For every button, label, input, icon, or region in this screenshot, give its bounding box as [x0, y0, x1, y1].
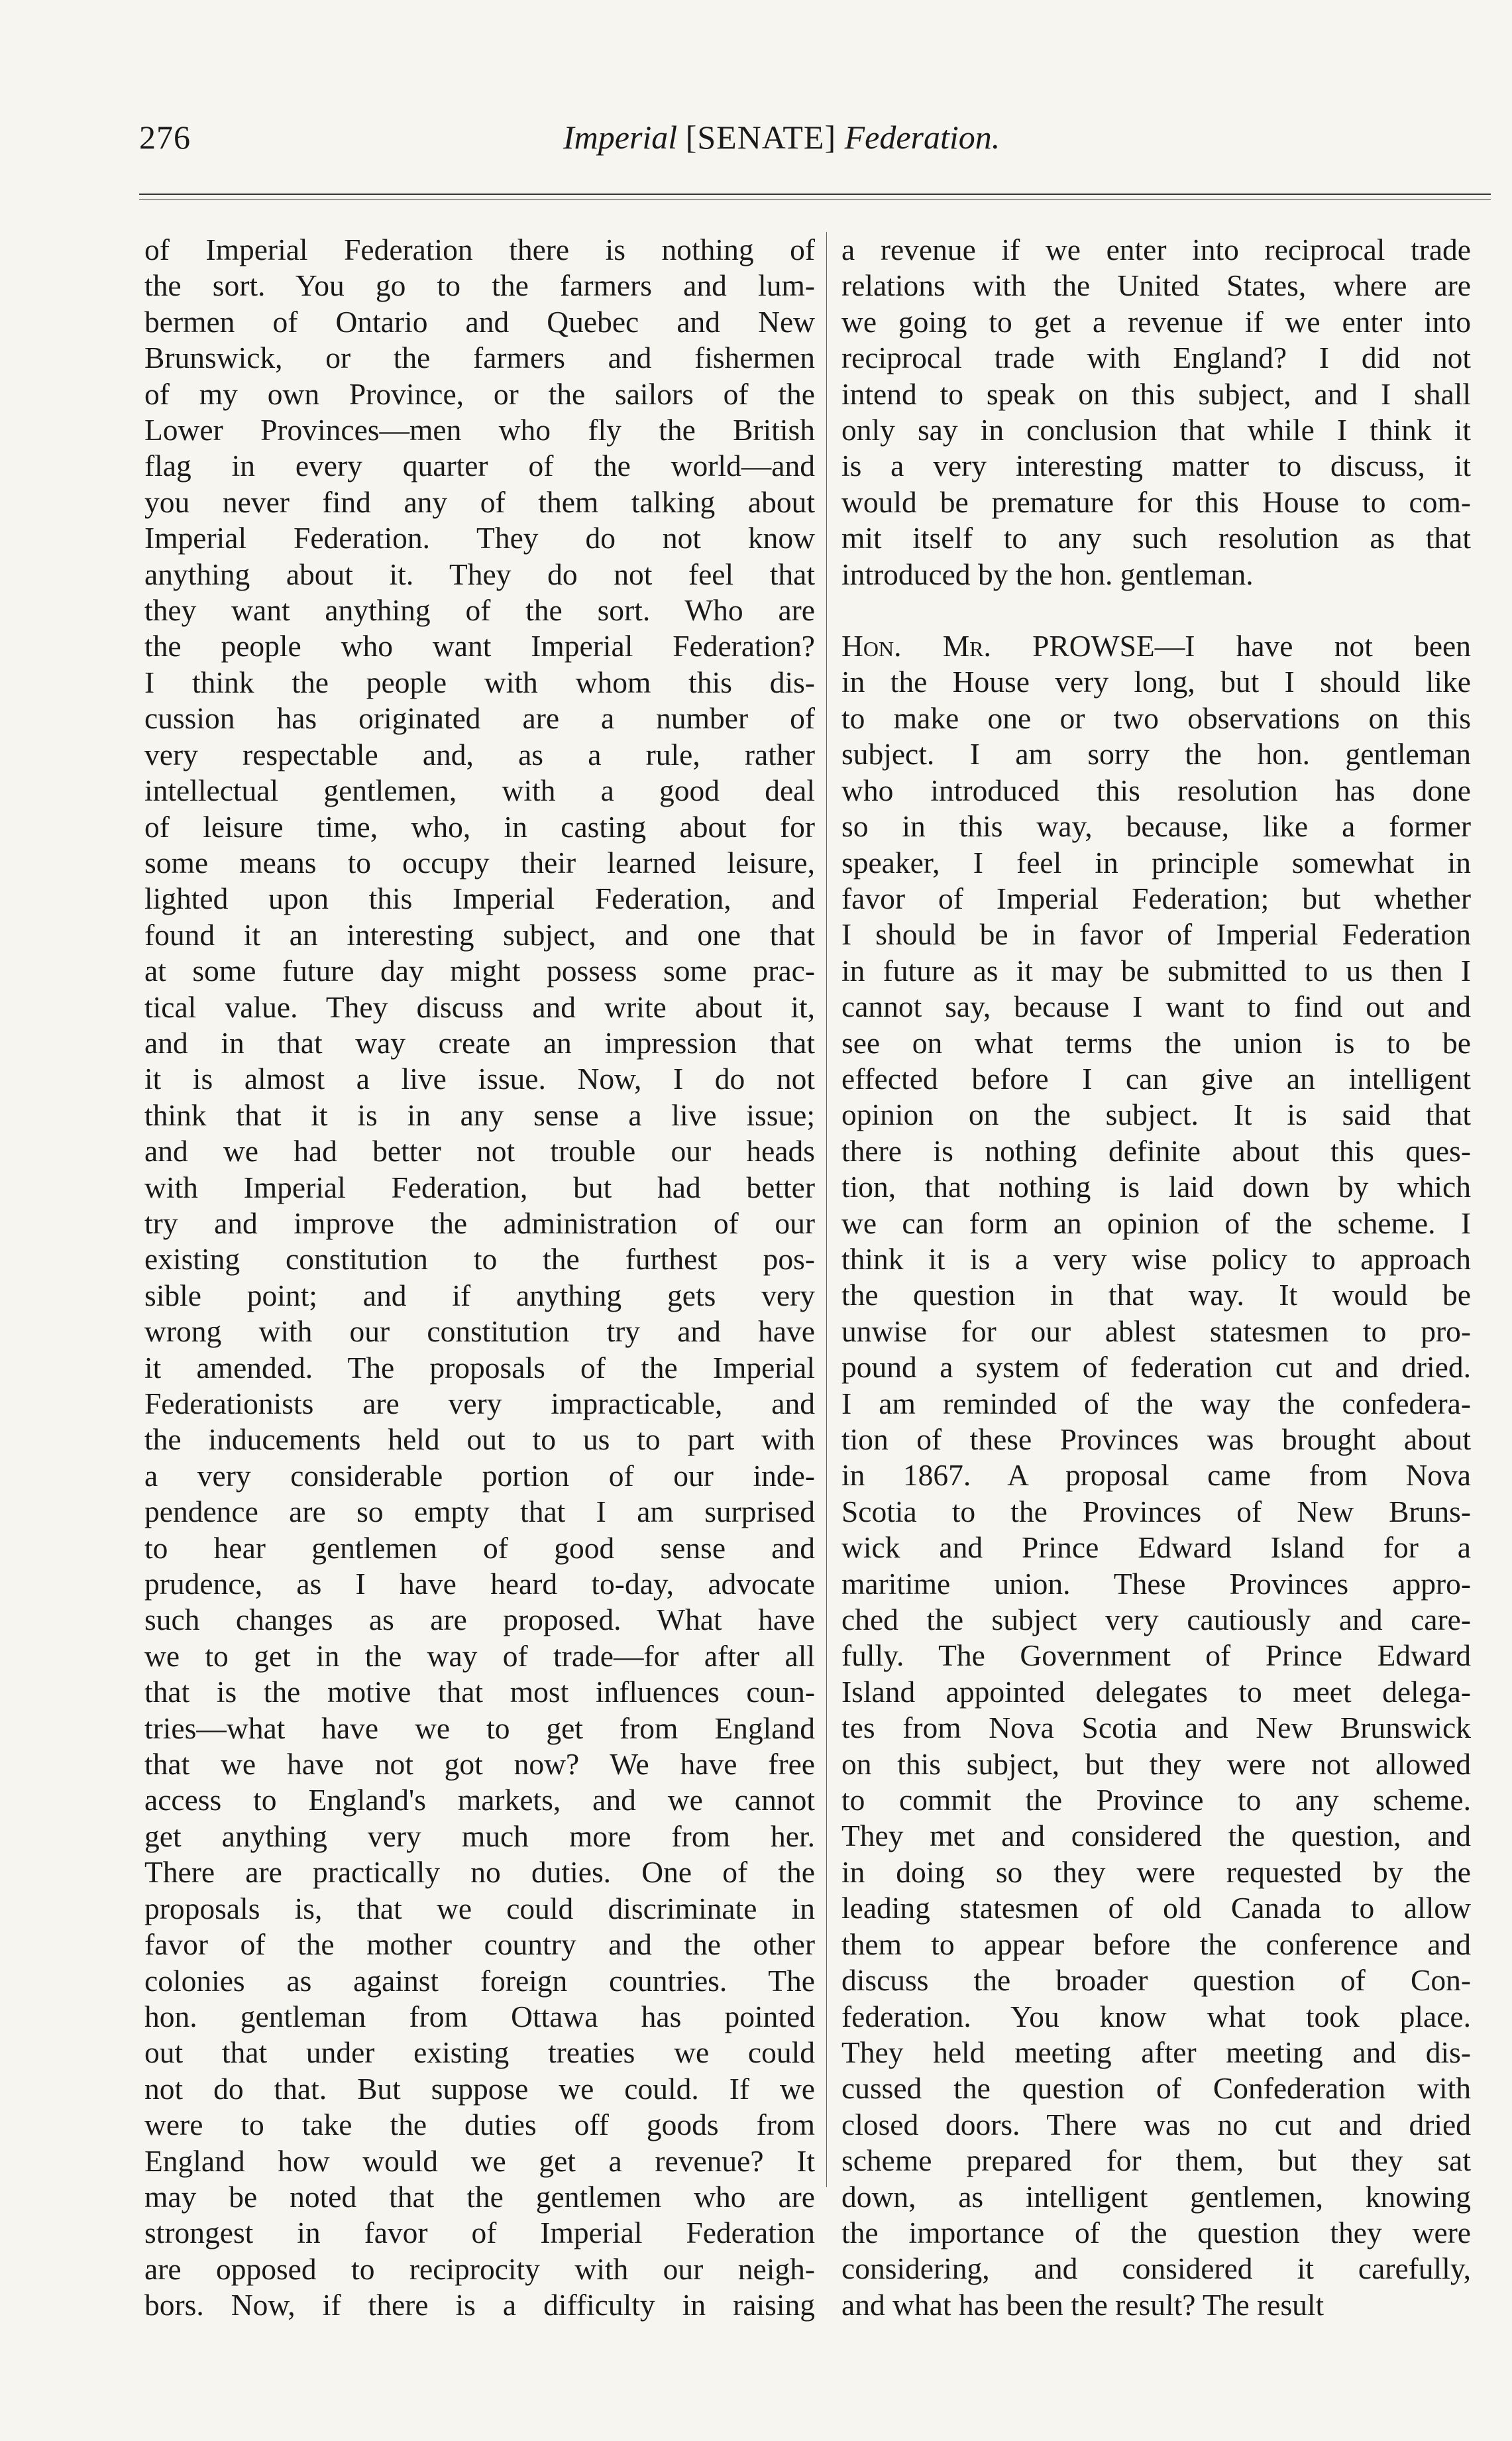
text-line: pendence are so empty that I am surprised: [144, 1495, 815, 1529]
text-line: and what has been the result? The result: [841, 2287, 1324, 2322]
text-line: try and improve the administration of our: [144, 1206, 815, 1240]
text-line: there is nothing definite about this ques-: [841, 1133, 1471, 1168]
text-line: it amended. The proposals of the Imperial: [144, 1350, 815, 1385]
text-line: a revenue if we enter into reciprocal trade: [841, 233, 1471, 266]
text-line: of Imperial Federation there is nothing of: [144, 233, 815, 266]
text-line: in the House very long, but I should like: [841, 665, 1471, 699]
text-line: maritime union. These Provinces appro-: [841, 1566, 1471, 1601]
text-line: introduced by the hon. gentleman.: [841, 557, 1254, 591]
right-column: [841, 232, 1471, 2323]
text-line: is a very interesting matter to discuss, it: [841, 449, 1471, 483]
text-line: to commit the Province to any scheme.: [841, 1783, 1471, 1817]
text-line: the question in that way. It would be: [841, 1278, 1471, 1312]
text-line: relations with the United States, where are: [841, 268, 1471, 303]
text-line: get anything very much more from her.: [144, 1819, 815, 1853]
text-line: to make one or two observations on this: [841, 701, 1471, 735]
text-line: wrong with our constitution try and have: [144, 1314, 815, 1349]
text-line: intend to speak on this subject, and I shall: [841, 376, 1471, 411]
text-line: intellectual gentlemen, with a good deal: [144, 773, 815, 808]
text-line: the inducements held out to us to part with: [144, 1422, 815, 1457]
text-line: considering, and considered it carefully,: [841, 2251, 1471, 2286]
text-line: only say in conclusion that while I think it: [841, 413, 1471, 447]
left-column: [144, 232, 815, 2324]
text-line: think that it is in any sense a live issue;: [144, 1098, 815, 1132]
text-line: closed doors. There was no cut and dried: [841, 2107, 1471, 2141]
text-line: out that under existing treaties we could: [144, 2035, 815, 2070]
text-line: I think the people with whom this dis-: [144, 665, 815, 699]
text-line: speaker, I feel in principle somewhat in: [841, 845, 1471, 880]
text-line: tion of these Provinces was brought about: [841, 1422, 1471, 1456]
text-line: them to appear before the conference and: [841, 1927, 1471, 1961]
speech-first-line: —I have not been: [1154, 629, 1472, 663]
text-line: strongest in favor of Imperial Federation: [144, 2216, 815, 2250]
text-line: sible point; and if anything gets very: [144, 1278, 815, 1312]
paragraph-gap: [841, 593, 1471, 628]
text-line: you never find any of them talking about: [144, 484, 815, 519]
text-line: the people who want Imperial Federation?: [144, 629, 815, 663]
text-line: favor of the mother country and the other: [144, 1927, 815, 1962]
paragraph-continuation: [841, 232, 1471, 593]
text-line: would be premature for this House to com-: [841, 484, 1471, 519]
text-line: leading statesmen of old Canada to allow: [841, 1891, 1471, 1925]
text-line: pound a system of federation cut and dried.: [841, 1350, 1471, 1385]
text-line: in future as it may be submitted to us then I: [841, 953, 1471, 988]
text-line: bermen of Ontario and Quebec and New: [144, 304, 815, 339]
text-line: flag in every quarter of the world—and: [144, 449, 815, 483]
text-line: effected before I can give an intelligent: [841, 1061, 1471, 1096]
text-line: subject. I am sorry the hon. gentleman: [841, 737, 1471, 771]
text-line: on this subject, but they were not allowed: [841, 1746, 1471, 1781]
text-line: discuss the broader question of Con-: [841, 1963, 1471, 1998]
text-line: were to take the duties off goods from: [144, 2108, 815, 2142]
text-line: prudence, as I have heard to-day, advocate: [144, 1567, 815, 1601]
text-line: we going to get a revenue if we enter into: [841, 304, 1471, 339]
text-line: tical value. They discuss and write about it,: [144, 990, 815, 1024]
text-line: some means to occupy their learned leisure,: [144, 845, 815, 880]
text-line: of my own Province, or the sailors of the: [144, 376, 815, 411]
text-line: There are practically no duties. One of the: [144, 1855, 815, 1890]
text-line: in 1867. A proposal came from Nova: [841, 1458, 1471, 1493]
text-line: tion, that nothing is laid down by which: [841, 1170, 1471, 1204]
text-line: a very considerable portion of our inde-: [144, 1458, 815, 1493]
text-line: so in this way, because, like a former: [841, 809, 1471, 844]
text-line: hon. gentleman from Ottawa has pointed: [144, 1999, 815, 2033]
text-line: mit itself to any such resolution as that: [841, 521, 1471, 555]
column-divider: [826, 232, 827, 2187]
text-line: scheme prepared for them, but they sat: [841, 2143, 1471, 2178]
text-line: bors. Now, if there is a difficulty in raising: [144, 2288, 815, 2322]
text-line: England how would we get a revenue? It: [144, 2143, 815, 2178]
text-line: fully. The Government of Prince Edward: [841, 1638, 1471, 1673]
text-line: anything about it. They do not feel that: [144, 557, 815, 591]
text-line: proposals is, that we could discriminate in: [144, 1891, 815, 1925]
text-line: colonies as against foreign countries. The: [144, 1963, 815, 1998]
text-line: see on what terms the union is to be: [841, 1025, 1471, 1060]
text-line: think it is a very wise policy to approach: [841, 1241, 1471, 1276]
text-line: very respectable and, as a rule, rather: [144, 737, 815, 771]
text-line: in doing so they were requested by the: [841, 1854, 1471, 1889]
text-line: the importance of the question they were: [841, 2215, 1471, 2249]
text-line: down, as intelligent gentlemen, knowing: [841, 2179, 1471, 2214]
running-title: [563, 118, 1000, 156]
speaker-name: Hon. Mr. PROWSE: [841, 629, 1155, 663]
text-line: favor of Imperial Federation; but whether: [841, 881, 1471, 915]
text-line: ched the subject very cautiously and care-: [841, 1603, 1471, 1637]
text-line: the sort. You go to the farmers and lum-: [144, 268, 815, 303]
text-line: and we had better not trouble our heads: [144, 1134, 815, 1168]
text-line: Brunswick, or the farmers and fishermen: [144, 341, 815, 375]
paragraph-prowse: [841, 628, 1471, 2323]
text-line: that we have not got now? We have free: [144, 1747, 815, 1782]
text-line: Federationists are very impracticable, and: [144, 1387, 815, 1420]
text-line: I am reminded of the way the confedera-: [841, 1386, 1471, 1420]
text-line: tes from Nova Scotia and New Brunswick: [841, 1711, 1471, 1745]
text-line: they want anything of the sort. Who are: [144, 593, 815, 628]
text-line: are opposed to reciprocity with our neigh-: [144, 2251, 815, 2286]
text-line: Island appointed delegates to meet delega-: [841, 1674, 1471, 1709]
text-line: and in that way create an impression that: [144, 1025, 815, 1060]
running-title-mid: [SENATE]: [685, 119, 837, 156]
text-line: I should be in favor of Imperial Federation: [841, 917, 1471, 952]
text-line: They met and considered the question, and: [841, 1819, 1471, 1853]
text-line: cussion has originated are a number of: [144, 701, 815, 736]
text-line: federation. You know what took place.: [841, 1999, 1471, 2033]
text-line: They held meeting after meeting and dis-: [841, 2035, 1471, 2069]
page-number: 276: [139, 119, 191, 156]
text-line: may be noted that the gentlemen who are: [144, 2179, 815, 2214]
text-line: we can form an opinion of the scheme. I: [841, 1206, 1471, 1240]
text-line: with Imperial Federation, but had better: [144, 1170, 815, 1204]
text-line: reciprocal trade with England? I did not: [841, 341, 1471, 375]
text-line: Lower Provinces—men who fly the British: [144, 413, 815, 447]
running-title-right: Federation.: [844, 119, 1000, 156]
text-line: cannot say, because I want to find out and: [841, 990, 1471, 1024]
text-line: at some future day might possess some prac-: [144, 954, 815, 988]
page-header: [139, 118, 1385, 164]
text-line: Imperial Federation. They do not know: [144, 521, 815, 555]
text-line: unwise for our ablest statesmen to pro-: [841, 1314, 1471, 1348]
text-line: existing constitution to the furthest pos-: [144, 1242, 815, 1277]
text-line: to hear gentlemen of good sense and: [144, 1530, 815, 1565]
text-line: found it an interesting subject, and one that: [144, 917, 815, 952]
text-line: who introduced this resolution has done: [841, 773, 1471, 807]
text-line: wick and Prince Edward Island for a: [841, 1530, 1471, 1565]
text-line: such changes as are proposed. What have: [144, 1603, 815, 1637]
running-title-left: Imperial: [563, 119, 678, 156]
text-line: not do that. But suppose we could. If we: [144, 2071, 815, 2106]
text-line: opinion on the subject. It is said that: [841, 1098, 1471, 1132]
text-line: lighted upon this Imperial Federation, and: [144, 881, 815, 916]
text-line: access to England's markets, and we cannot: [144, 1783, 815, 1817]
text-line: that is the motive that most influences coun-: [144, 1675, 815, 1709]
text-line: tries—what have we to get from England: [144, 1711, 815, 1745]
text-line: of leisure time, who, in casting about for: [144, 809, 815, 844]
text-line: Scotia to the Provinces of New Bruns-: [841, 1494, 1471, 1528]
text-line: it is almost a live issue. Now, I do not: [144, 1062, 815, 1096]
text-line: we to get in the way of trade—for after all: [144, 1638, 815, 1673]
text-line: cussed the question of Confederation with: [841, 2071, 1471, 2106]
header-rule: [139, 194, 1491, 195]
